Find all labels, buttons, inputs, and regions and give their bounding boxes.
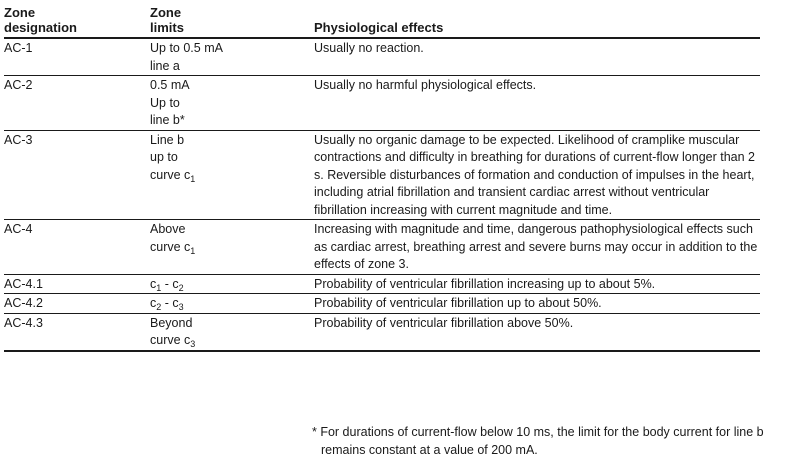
zone-limits: Up to 0.5 mA line a (146, 38, 310, 76)
header-row (4, 5, 760, 38)
table-row (4, 38, 760, 76)
zone-designation: AC-4.2 (4, 294, 146, 314)
footnote-line-2: remains constant at a value of 200 mA. (321, 443, 538, 457)
header-zone-designation: Zone designation (4, 5, 146, 38)
table-row (4, 76, 760, 131)
zone-designation: AC-4.1 (4, 274, 146, 294)
table-row (4, 294, 760, 314)
table-row (4, 313, 760, 351)
zone-designation: AC-3 (4, 130, 146, 220)
table-row (4, 274, 760, 294)
footnote-line-1: * For durations of current-flow below 10 ms, the limit for the body current for line b (312, 425, 764, 439)
zone-designation: AC-4.3 (4, 313, 146, 351)
zone-designation: AC-1 (4, 38, 146, 76)
physiological-effects: Probability of ventricular fibrillation above 50%. (310, 313, 760, 351)
table-row (4, 130, 760, 220)
table-row (4, 220, 760, 275)
physiological-effects: Usually no harmful physiological effects. (310, 76, 760, 131)
zones-table (4, 5, 760, 352)
header-zone-limits: Zone limits (146, 5, 310, 38)
physiological-effects: Usually no organic damage to be expected. Likelihood of cramplike muscular contractions and difficulty in breathing for durations of current-flow longer than 2 s. Reversible disturbances of formation and conduction of impulses in the heart, including atrial fibrillation and transient cardiac arrest without ventricular fibrillation increasing with current magnitude and time. (310, 130, 760, 220)
physiological-effects: Increasing with magnitude and time, dangerous pathophysiological effects such as cardiac arrest, breathing arrest and severe burns may occur in addition to the effects of zone 3. (310, 220, 760, 275)
zone-designation: AC-2 (4, 76, 146, 131)
zone-limits: $c_1 - c_2$ (146, 274, 310, 294)
physiological-effects: Probability of ventricular fibrillation up to about 50%. (310, 294, 760, 314)
header-physiological-effects: Physiological effects (310, 5, 760, 38)
zone-designation: AC-4 (4, 220, 146, 275)
zone-limits: Above curve $c_1$ (146, 220, 310, 275)
physiological-effects: Usually no reaction. (310, 38, 760, 76)
footnote (312, 423, 782, 459)
physiological-effects: Probability of ventricular fibrillation increasing up to about 5%. (310, 274, 760, 294)
zone-limits: Line b up to curve $c_1$ (146, 130, 310, 220)
zone-limits: 0.5 mA Up to line b* (146, 76, 310, 131)
zone-limits: Beyond curve $c_3$ (146, 313, 310, 351)
zone-limits: $c_2 - c_3$ (146, 294, 310, 314)
